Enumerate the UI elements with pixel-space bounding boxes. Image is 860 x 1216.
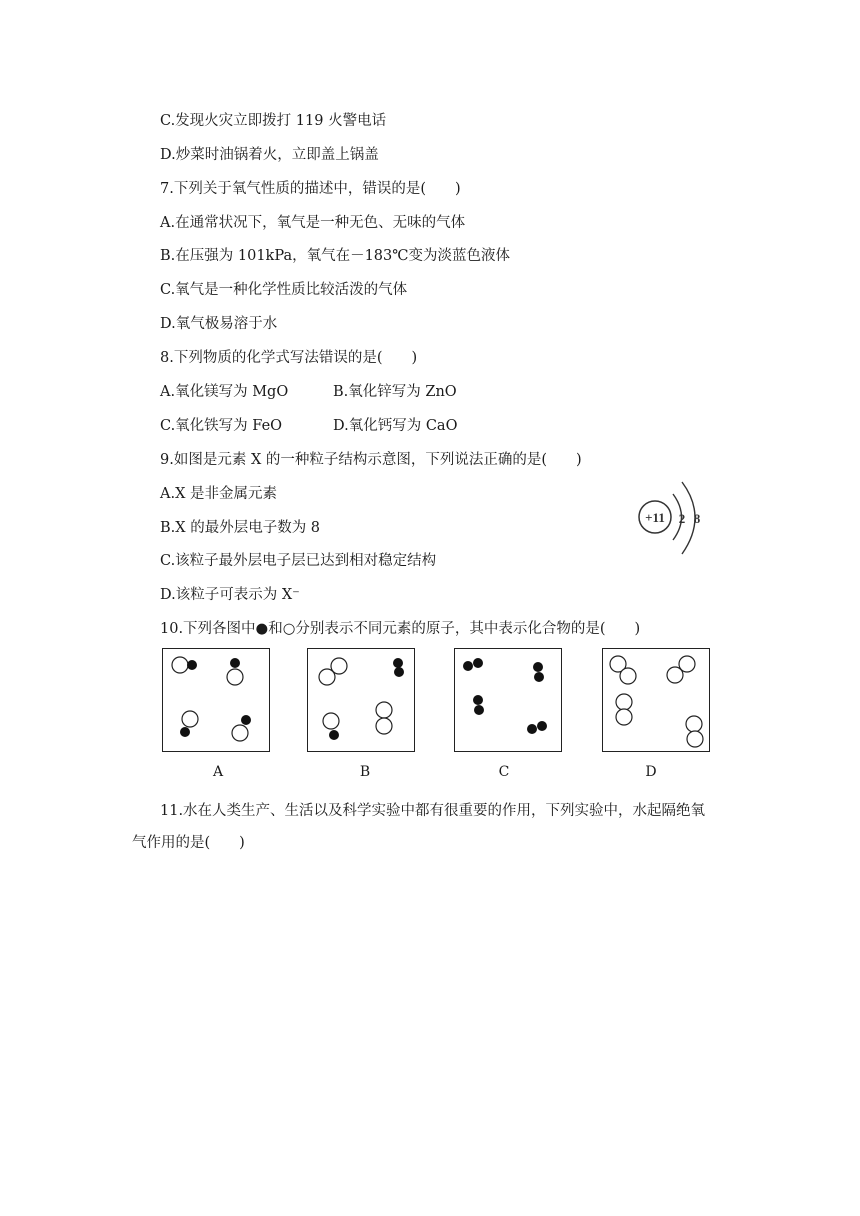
black-atom <box>393 658 403 668</box>
molecules-c <box>455 649 563 753</box>
q10-panel-d <box>602 648 710 752</box>
black-atom <box>474 705 484 715</box>
white-atom <box>376 702 392 718</box>
q11-stem-line-2: 气作用的是( ) <box>132 835 245 851</box>
black-atom <box>473 658 483 668</box>
q9-option-b: B.X 的最外层电子数为 8 <box>160 520 321 536</box>
black-atom <box>537 721 547 731</box>
black-atom <box>180 727 190 737</box>
white-atom <box>616 709 632 725</box>
black-atom <box>230 658 240 668</box>
q10-panel-b <box>307 648 415 752</box>
black-atom <box>241 715 251 725</box>
white-atom <box>616 694 632 710</box>
white-atom <box>172 657 188 673</box>
molecules-a <box>163 649 271 753</box>
white-atom <box>620 668 636 684</box>
black-atom <box>527 724 537 734</box>
q11-stem-line-1: 11.水在人类生产、生活以及科学实验中都有很重要的作用，下列实验中，水起隔绝氧 <box>160 803 706 819</box>
q8-options-row-2 <box>160 416 560 436</box>
atom-structure-diagram <box>626 474 710 564</box>
white-atom <box>686 716 702 732</box>
shell-2-electrons: 8 <box>693 511 701 526</box>
q9-option-d: D.该粒子可表示为 X⁻ <box>160 587 300 603</box>
white-atom <box>232 725 248 741</box>
q10-stem: 10.下列各图中●和○分别表示不同元素的原子，其中表示化合物的是( ) <box>160 621 641 637</box>
q7-option-b: B.在压强为 101kPa，氧气在－183℃变为淡蓝色液体 <box>160 248 510 264</box>
black-atom <box>329 730 339 740</box>
q10-label-b: B <box>359 764 371 780</box>
molecules-d <box>603 649 711 753</box>
black-atom <box>187 660 197 670</box>
q8-stem: 8.下列物质的化学式写法错误的是( ) <box>160 350 418 366</box>
black-atom <box>463 661 473 671</box>
white-atom <box>323 713 339 729</box>
q9-option-c: C.该粒子最外层电子层已达到相对稳定结构 <box>160 553 437 569</box>
black-atom <box>394 667 404 677</box>
q7-stem: 7.下列关于氧气性质的描述中，错误的是( ) <box>160 181 461 197</box>
q10-label-a: A <box>212 764 224 780</box>
q9-option-a: A.X 是非金属元素 <box>160 486 278 502</box>
white-atom <box>331 658 347 674</box>
q7-option-a: A.在通常状况下，氧气是一种无色、无味的气体 <box>160 215 466 231</box>
molecules-b <box>308 649 416 753</box>
white-atom <box>679 656 695 672</box>
white-atom <box>376 718 392 734</box>
q10-panel-a <box>162 648 270 752</box>
q8-option-d: D.氧化钙写为 CaO <box>333 418 458 434</box>
q7-option-c: C.氧气是一种化学性质比较活泼的气体 <box>160 282 408 298</box>
nucleus-charge: +11 <box>645 510 665 525</box>
q10-label-c: C <box>498 764 510 780</box>
white-atom <box>227 669 243 685</box>
q8-option-c: C.氧化铁写为 FeO <box>160 418 283 434</box>
q8-options-row-1 <box>160 382 560 402</box>
shell-1-electrons: 2 <box>678 511 686 526</box>
q6-option-d: D.炒菜时油锅着火，立即盖上锅盖 <box>160 147 379 163</box>
black-atom <box>533 662 543 672</box>
q8-option-b: B.氧化锌写为 ZnO <box>333 384 457 400</box>
black-atom <box>473 695 483 705</box>
q9-stem: 9.如图是元素 X 的一种粒子结构示意图，下列说法正确的是( ) <box>160 452 582 468</box>
white-atom <box>687 731 703 747</box>
q7-option-d: D.氧气极易溶于水 <box>160 316 278 332</box>
black-atom <box>534 672 544 682</box>
q10-label-d: D <box>645 764 657 780</box>
q8-option-a: A.氧化镁写为 MgO <box>160 384 289 400</box>
white-atom <box>182 711 198 727</box>
q6-option-c: C.发现火灾立即拨打 119 火警电话 <box>160 113 387 129</box>
q10-panel-c <box>454 648 562 752</box>
